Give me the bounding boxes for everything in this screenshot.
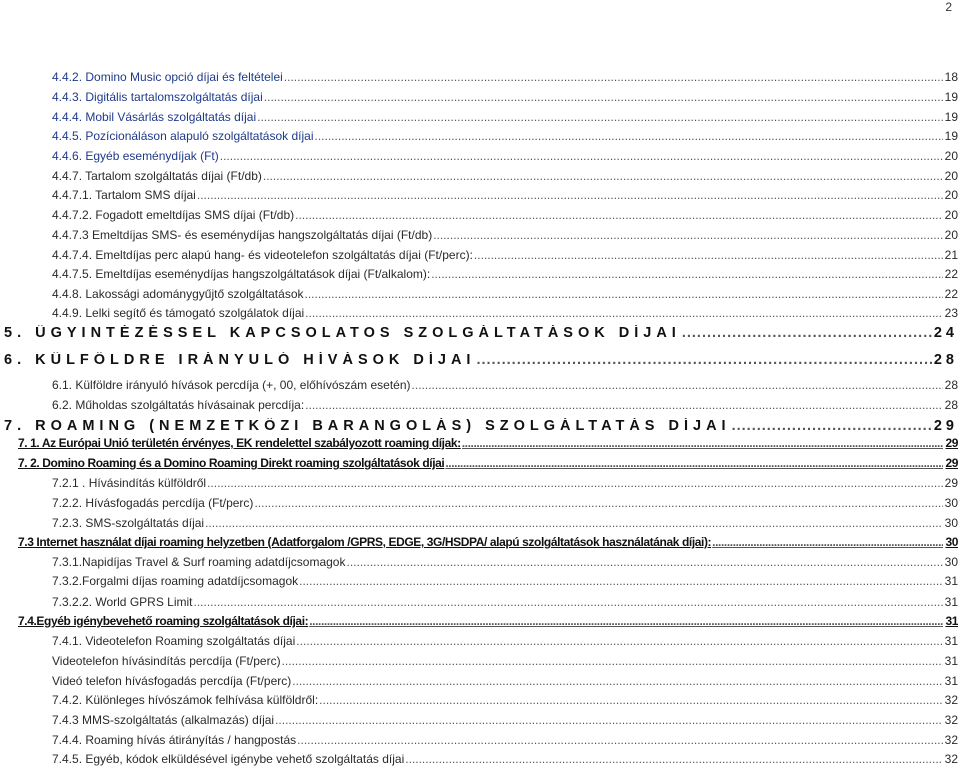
- toc-entry[interactable]: [52, 287, 958, 301]
- toc-dot-leader: [207, 476, 943, 490]
- toc-entry-page: 19: [944, 129, 958, 143]
- toc-entry-page: 28: [933, 352, 958, 368]
- toc-entry-page: 31: [944, 654, 958, 668]
- toc-entry-page: 31: [944, 574, 958, 588]
- toc-entry-page: 22: [944, 287, 958, 301]
- toc-entry[interactable]: [52, 654, 958, 668]
- toc-entry-title: 4.4.3. Digitális tartalomszolgáltatás díjai: [52, 90, 263, 104]
- toc-entry-page: 31: [944, 595, 958, 609]
- toc-entry[interactable]: [52, 634, 958, 648]
- toc-dot-leader: [305, 398, 942, 412]
- toc-entry[interactable]: [18, 456, 958, 470]
- toc-entry[interactable]: [52, 267, 958, 281]
- toc-entry-page: 28: [944, 398, 958, 412]
- toc-entry[interactable]: [52, 674, 958, 688]
- toc-entry-page: 19: [944, 90, 958, 104]
- toc-entry[interactable]: [52, 595, 958, 609]
- toc-dot-leader: [445, 456, 943, 470]
- toc-dot-leader: [476, 352, 931, 368]
- page-number: 2: [945, 0, 952, 14]
- toc-dot-leader: [682, 325, 932, 341]
- toc-entry[interactable]: [52, 228, 958, 242]
- toc-entry-title: Videotelefon hívásindítás percdíja (Ft/perc): [52, 654, 281, 668]
- toc-entry-title: 7.4.1. Videotelefon Roaming szolgáltatás díjai: [52, 634, 296, 648]
- toc-entry-title: 4.4.7.1. Tartalom SMS díjai: [52, 188, 196, 202]
- toc-entry-page: 20: [944, 169, 958, 183]
- toc-entry-title: 7.4.3 MMS-szolgáltatás (alkalmazás) díjai: [52, 713, 275, 727]
- toc-dot-leader: [254, 496, 942, 510]
- toc-dot-leader: [712, 535, 943, 549]
- toc-entry-page: 29: [933, 418, 958, 434]
- toc-entry-title: 7.4.4. Roaming hívás átirányítás / hangpostás: [52, 733, 297, 747]
- toc-entry-page: 24: [933, 325, 958, 341]
- toc-entry-page: 31: [945, 614, 958, 628]
- toc-dot-leader: [474, 248, 943, 262]
- toc-entry-title: 7.3.2.Forgalmi díjas roaming adatdíjcsomagok: [52, 574, 299, 588]
- toc-entry-title: 6.2. Műholdas szolgáltatás hívásainak percdíja:: [52, 398, 305, 412]
- toc-entry-title: 6.1. Külföldre irányuló hívások percdíja (+, 00, előhívószám esetén): [52, 378, 411, 392]
- toc-entry-page: 29: [945, 456, 958, 470]
- toc-entry-title: 7. 1. Az Európai Unió területén érvényes, EK rendelettel szabályozott roaming díjak:: [18, 436, 461, 450]
- toc-dot-leader: [297, 733, 942, 747]
- toc-dot-leader: [305, 306, 942, 320]
- toc-entry-title: 7.4.2. Különleges hívószámok felhívása külföldről:: [52, 693, 319, 707]
- toc-entry-page: 31: [944, 634, 958, 648]
- toc-dot-leader: [205, 516, 943, 530]
- toc-dot-leader: [263, 169, 943, 183]
- toc-entry-title: 4.4.5. Pozícionáláson alapuló szolgáltatások díjai: [52, 129, 314, 143]
- toc-entry-title: 7.2.3. SMS-szolgáltatás díjai: [52, 516, 205, 530]
- toc-entry[interactable]: [52, 752, 958, 766]
- toc-entry[interactable]: [52, 574, 958, 588]
- toc-dot-leader: [319, 693, 942, 707]
- toc-entry-page: 30: [944, 555, 958, 569]
- toc-entry-page: 20: [944, 188, 958, 202]
- toc-entry[interactable]: [52, 378, 958, 392]
- toc-entry[interactable]: [52, 733, 958, 747]
- toc-entry-page: 23: [944, 306, 958, 320]
- toc-dot-leader: [295, 208, 943, 222]
- toc-entry-page: 30: [945, 535, 958, 549]
- toc-entry-page: 32: [944, 713, 958, 727]
- toc-entry-page: 28: [944, 378, 958, 392]
- toc-entry-page: 29: [944, 476, 958, 490]
- toc-entry-page: 20: [944, 149, 958, 163]
- toc-entry[interactable]: [52, 70, 958, 84]
- toc-dot-leader: [296, 634, 942, 648]
- toc-entry-page: 20: [944, 208, 958, 222]
- toc-entry-page: 18: [944, 70, 958, 84]
- toc-entry-title: 7.3.1.Napidíjas Travel & Surf roaming adatdíjcsomagok: [52, 555, 346, 569]
- toc-entry-page: 19: [944, 110, 958, 124]
- toc-entry[interactable]: [4, 352, 958, 368]
- toc-entry-title: 4.4.7.5. Emeltdíjas eseménydíjas hangszolgáltatások díjai (Ft/alkalom):: [52, 267, 431, 281]
- toc-entry-page: 32: [944, 752, 958, 766]
- toc-entry-page: 22: [944, 267, 958, 281]
- toc-dot-leader: [275, 713, 943, 727]
- toc-entry-title: 7.2.1 . Hívásindítás külföldről: [52, 476, 207, 490]
- toc-entry-title: 4.4.4. Mobil Vásárlás szolgáltatás díjai: [52, 110, 257, 124]
- toc-entry-title: Videó telefon hívásfogadás percdíja (Ft/perc): [52, 674, 292, 688]
- toc-entry-page: 30: [944, 496, 958, 510]
- toc-entry[interactable]: [52, 208, 958, 222]
- toc-entry[interactable]: [4, 325, 958, 341]
- toc-entry-title: 4.4.6. Egyéb eseménydíjak (Ft): [52, 149, 219, 163]
- toc-entry[interactable]: [52, 516, 958, 530]
- toc-dot-leader: [282, 654, 943, 668]
- toc-entry-page: 31: [944, 674, 958, 688]
- toc-dot-leader: [305, 287, 943, 301]
- toc-entry-title: 4.4.8. Lakossági adománygyűjtő szolgáltatások: [52, 287, 304, 301]
- toc-entry-title: 4.4.9. Lelki segítő és támogató szolgálatok díjai: [52, 306, 305, 320]
- toc-dot-leader: [299, 574, 943, 588]
- toc-entry-title: 7. 2. Domino Roaming és a Domino Roaming Direkt roaming szolgáltatások díjai: [18, 456, 445, 470]
- toc-entry[interactable]: [52, 306, 958, 320]
- toc-dot-leader: [412, 378, 943, 392]
- toc-entry-title: 7. ROAMING (NEMZETKÖZI BARANGOLÁS) SZOLGÁLTATÁS DÍJAI: [4, 418, 731, 434]
- toc-entry[interactable]: [52, 129, 958, 143]
- toc-entry-title: 5. ÜGYINTÉZÉSSEL KAPCSOLATOS SZOLGÁLTATÁSOK DÍJAI: [4, 325, 681, 341]
- toc-entry-page: 21: [944, 248, 958, 262]
- toc-dot-leader: [284, 70, 943, 84]
- toc-entry[interactable]: [52, 496, 958, 510]
- toc-entry[interactable]: [52, 149, 958, 163]
- toc-entry[interactable]: [52, 248, 958, 262]
- toc-entry[interactable]: [52, 476, 958, 490]
- toc-dot-leader: [264, 90, 943, 104]
- toc-entry-title: 7.4.Egyéb igénybevehető roaming szolgáltatások díjai:: [18, 614, 309, 628]
- toc-dot-leader: [257, 110, 943, 124]
- toc-entry-page: 32: [944, 733, 958, 747]
- toc-entry-title: 4.4.7. Tartalom szolgáltatás díjai (Ft/db): [52, 169, 262, 183]
- toc-entry-title: 7.3 Internet használat díjai roaming helyzetben (Adatforgalom /GPRS, EDGE, 3G/HSDPA/ alapú szolgáltatások használatának díjai):: [18, 535, 712, 549]
- toc-entry[interactable]: [52, 188, 958, 202]
- toc-dot-leader: [346, 555, 942, 569]
- toc-entry-page: 30: [944, 516, 958, 530]
- toc-entry-title: 4.4.2. Domino Music opció díjai és feltételei: [52, 70, 283, 84]
- toc-entry[interactable]: [4, 418, 958, 434]
- toc-entry[interactable]: [18, 614, 958, 628]
- toc-dot-leader: [292, 674, 942, 688]
- toc-entry-page: 29: [945, 436, 958, 450]
- toc-entry-title: 6. KÜLFÖLDRE IRÁNYULÓ HÍVÁSOK DÍJAI: [4, 352, 476, 368]
- toc-entry-page: 32: [944, 693, 958, 707]
- toc-dot-leader: [732, 418, 932, 434]
- toc-entry[interactable]: [52, 693, 958, 707]
- toc-dot-leader: [433, 228, 942, 242]
- toc-entry[interactable]: [52, 713, 958, 727]
- toc-entry-title: 4.4.7.4. Emeltdíjas perc alapú hang- és videotelefon szolgáltatás díjai (Ft/perc):: [52, 248, 473, 262]
- toc-dot-leader: [197, 188, 943, 202]
- toc-entry[interactable]: [52, 555, 958, 569]
- toc-dot-leader: [405, 752, 942, 766]
- toc-entry[interactable]: [52, 398, 958, 412]
- toc-entry[interactable]: [18, 535, 958, 549]
- toc-entry-title: 7.3.2.2. World GPRS Limit: [52, 595, 193, 609]
- toc-dot-leader: [194, 595, 943, 609]
- toc-dot-leader: [462, 436, 944, 450]
- toc-entry-page: 20: [944, 228, 958, 242]
- toc-entry[interactable]: [52, 90, 958, 104]
- toc-entry[interactable]: [52, 169, 958, 183]
- toc-dot-leader: [220, 149, 943, 163]
- toc-dot-leader: [309, 614, 943, 628]
- toc-entry[interactable]: [18, 436, 958, 450]
- toc-dot-leader: [431, 267, 942, 281]
- toc-dot-leader: [315, 129, 943, 143]
- toc-entry-title: 7.4.5. Egyéb, kódok elküldésével igénybe vehető szolgáltatás díjai: [52, 752, 405, 766]
- toc-entry[interactable]: [52, 110, 958, 124]
- toc-entry-title: 4.4.7.2. Fogadott emeltdíjas SMS díjai (Ft/db): [52, 208, 295, 222]
- toc-entry-title: 7.2.2. Hívásfogadás percdíja (Ft/perc): [52, 496, 254, 510]
- toc-entry-title: 4.4.7.3 Emeltdíjas SMS- és eseménydíjas hangszolgáltatás díjai (Ft/db): [52, 228, 433, 242]
